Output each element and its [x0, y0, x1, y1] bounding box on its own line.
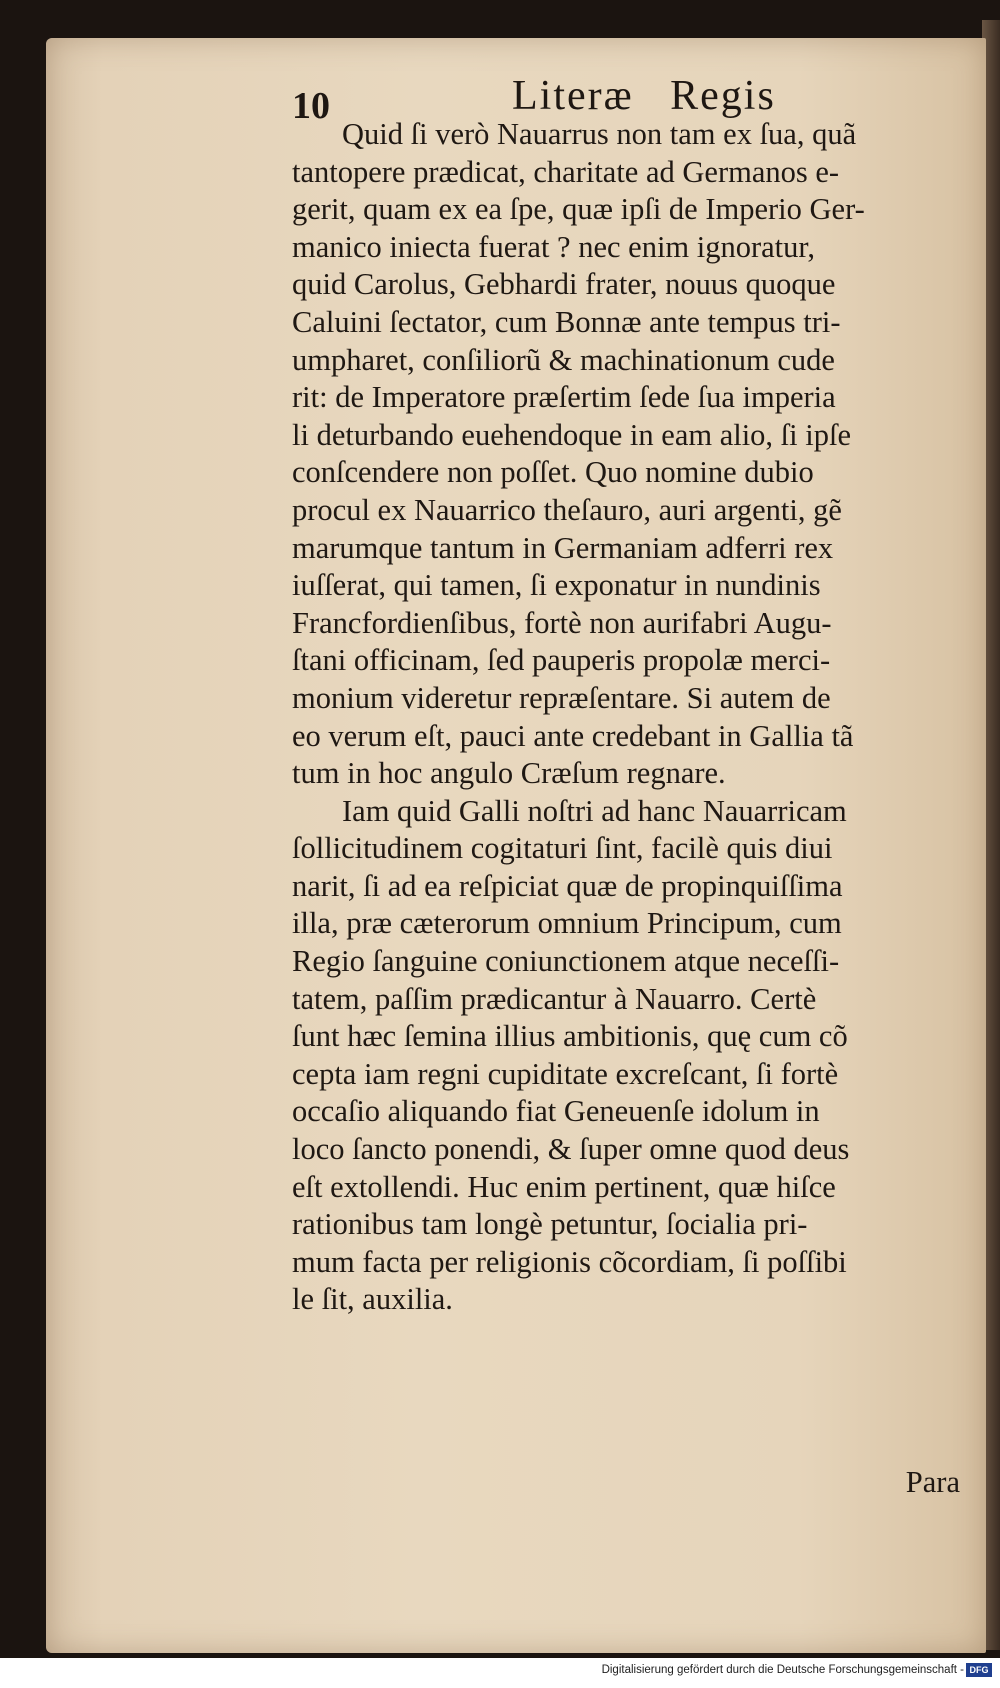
text-line: ſtani officinam, ſed pauperis propolæ merci-	[292, 643, 831, 678]
text-line: occaſio aliquando fiat Geneuenſe idolum in	[292, 1094, 820, 1129]
running-head-title: Literæ Regis	[512, 73, 776, 119]
text-line: tatem, paſſim prædicantur à Nauarro. Certè	[292, 981, 817, 1016]
dfg-logo: DFG	[966, 1663, 992, 1677]
text-line: tum in hoc angulo Cræſum regnare.	[292, 756, 726, 791]
text-line: manico iniecta fuerat ? nec enim ignoratur,	[292, 229, 815, 264]
footer-credit: Digitalisierung gefördert durch die Deutsche Forschungsgemeinschaft -	[601, 1664, 964, 1676]
text-line: procul ex Nauarrico theſauro, auri argenti, gẽ	[292, 492, 842, 527]
text-line: gerit, quam ex ea ſpe, quæ ipſi de Imperio Ger-	[292, 192, 865, 227]
body-text	[292, 116, 960, 1499]
text-line: tantopere prædicat, charitate ad Germanos e-	[292, 154, 840, 189]
text-line: rit: de Imperatore præſertim ſede ſua imperia	[292, 380, 836, 415]
text-line: conſcendere non poſſet. Quo nomine dubio	[292, 455, 814, 490]
text-line: marumque tantum in Germaniam adferri rex	[292, 530, 834, 565]
text-line: umpharet, conſiliorũ & machinationum cude	[292, 342, 835, 377]
paragraph	[292, 793, 960, 1319]
text-line: narit, ſi ad ea reſpiciat quæ de propinquiſſima	[292, 868, 843, 903]
text-line: monium videretur repræſentare. Si autem de	[292, 680, 831, 715]
text-line: li deturbando euehendoque in eam alio, ſi ipſe	[292, 417, 851, 452]
text-line: eo verum eſt, pauci ante credebant in Gallia tã	[292, 718, 854, 753]
text-line: mum facta per religionis cõcordiam, ſi poſſibi	[292, 1244, 847, 1279]
text-line: Iam quid Galli noſtri ad hanc Nauarricam	[342, 793, 847, 828]
catchword: Para	[905, 1465, 960, 1499]
text-line: Francfordienſibus, fortè non aurifabri Augu-	[292, 605, 832, 640]
text-line: ſunt hæc ſemina illius ambitionis, quę cum cõ	[292, 1019, 848, 1054]
text-line: ſollicitudinem cogitaturi ſint, facilè quis diui	[292, 831, 833, 866]
text-line: Quid ſi verò Nauarrus non tam ex ſua, quã	[342, 117, 857, 151]
text-line: rationibus tam longè petuntur, ſocialia pri-	[292, 1207, 808, 1242]
text-line: loco ſancto ponendi, & ſuper omne quod deus	[292, 1132, 850, 1167]
text-line: illa, præ cæterorum omnium Principum, cum	[292, 906, 842, 941]
text-line: iuſſerat, qui tamen, ſi exponatur in nundinis	[292, 568, 821, 603]
text-line: Caluini ſectator, cum Bonnæ ante tempus tri-	[292, 304, 841, 339]
text-line: le ſit, auxilia.	[292, 1282, 453, 1317]
text-line: Regio ſanguine coniunctionem atque neceſſi-	[292, 944, 840, 979]
paragraph	[292, 116, 960, 793]
page-number: 10	[292, 85, 330, 127]
text-line: cepta iam regni cupiditate excreſcant, ſi fortè	[292, 1056, 839, 1091]
footer-bar	[0, 1658, 1000, 1688]
text-line: eſt extollendi. Huc enim pertinent, quæ hiſce	[292, 1169, 836, 1204]
text-line: quid Carolus, Gebhardi frater, nouus quoque	[292, 267, 836, 302]
